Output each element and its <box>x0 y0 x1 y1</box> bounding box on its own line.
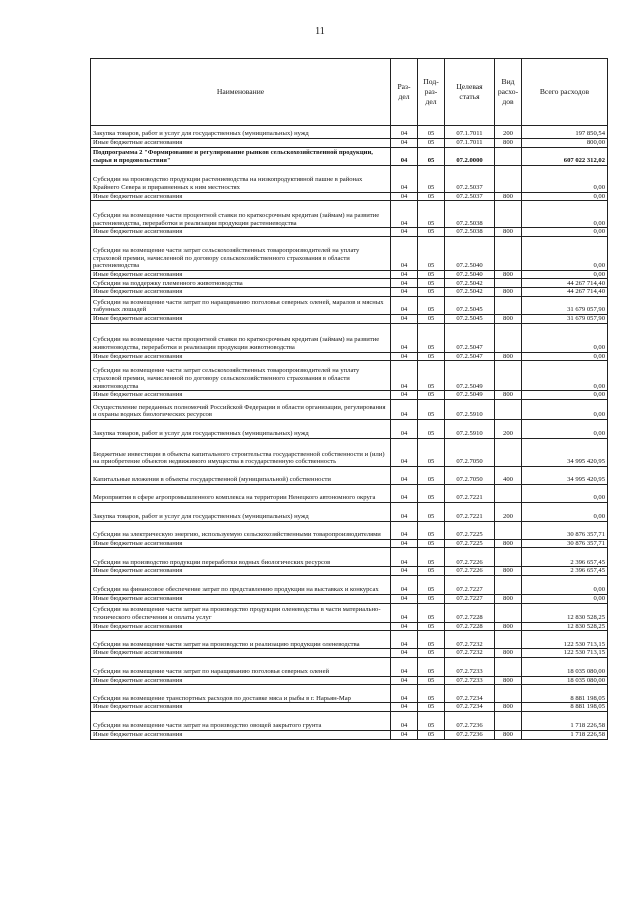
table-row <box>91 711 608 730</box>
row-subsection-cell: 05 <box>418 567 445 576</box>
row-subsection-cell: 05 <box>418 657 445 676</box>
row-section-cell: 04 <box>391 236 418 270</box>
row-subsection-cell: 05 <box>418 279 445 288</box>
table-row <box>91 685 608 703</box>
table-row <box>91 126 608 139</box>
row-expense-type-cell <box>495 296 522 314</box>
row-amount-cell: 122 530 713,15 <box>522 631 608 649</box>
row-expense-type-cell: 800 <box>495 649 522 658</box>
row-section-cell: 04 <box>391 548 418 567</box>
row-expense-type-cell: 800 <box>495 539 522 548</box>
row-amount-cell: 31 679 057,90 <box>522 296 608 314</box>
table-header-row <box>91 59 608 126</box>
row-expense-type-cell <box>495 399 522 419</box>
table-row <box>91 139 608 148</box>
row-section-cell: 04 <box>391 603 418 622</box>
table-row <box>91 228 608 237</box>
row-subsection-cell: 05 <box>418 236 445 270</box>
row-target-cell: 07.2.7232 <box>445 631 495 649</box>
row-section-cell: 04 <box>391 201 418 228</box>
row-name-cell: Иные бюджетные ассигнования <box>91 139 391 148</box>
table-row <box>91 279 608 288</box>
page-number: 11 <box>315 26 325 37</box>
header-name: Наименование <box>91 59 391 126</box>
row-expense-type-cell: 200 <box>495 419 522 438</box>
row-section-cell: 04 <box>391 419 418 438</box>
row-name-cell: Закупка товаров, работ и услуг для государственных (муниципальных) нужд <box>91 126 391 139</box>
row-section-cell: 04 <box>391 539 418 548</box>
row-subsection-cell: 05 <box>418 502 445 521</box>
row-expense-type-cell: 800 <box>495 192 522 201</box>
row-target-cell: 07.2.5047 <box>445 352 495 361</box>
header-subsection: Под-раз-дел <box>418 59 445 126</box>
row-name-cell: Иные бюджетные ассигнования <box>91 622 391 631</box>
row-amount-cell: 607 022 312,02 <box>522 147 608 165</box>
row-amount-cell: 0,00 <box>522 165 608 192</box>
row-expense-type-cell <box>495 323 522 352</box>
table-row <box>91 521 608 539</box>
header-target: Целевая статья <box>445 59 495 126</box>
row-subsection-cell: 05 <box>418 201 445 228</box>
row-expense-type-cell: 800 <box>495 730 522 739</box>
table-row <box>91 567 608 576</box>
row-section-cell: 04 <box>391 126 418 139</box>
row-subsection-cell: 05 <box>418 676 445 685</box>
row-subsection-cell: 05 <box>418 288 445 297</box>
row-name-cell: Субсидии на возмещение части затрат на производство и реализацию продукции оленеводства <box>91 631 391 649</box>
row-amount-cell: 0,00 <box>522 484 608 502</box>
row-subsection-cell: 05 <box>418 484 445 502</box>
row-name-cell: Субсидии на производство продукции растениеводства на низкопродуктивной пашне в районах Крайнего Севера и приравненных к ним местностях <box>91 165 391 192</box>
row-subsection-cell: 05 <box>418 649 445 658</box>
row-subsection-cell: 05 <box>418 622 445 631</box>
table-row <box>91 594 608 603</box>
row-subsection-cell: 05 <box>418 521 445 539</box>
row-name-cell: Закупка товаров, работ и услуг для государственных (муниципальных) нужд <box>91 502 391 521</box>
row-name-cell: Субсидии на возмещение части затрат сельскохозяйственных товаропроизводителей на уплату страховой премии, начисленной по договору сельскохозяйственного страхования в области животноводства <box>91 361 391 391</box>
row-subsection-cell: 05 <box>418 165 445 192</box>
table-row <box>91 323 608 352</box>
row-amount-cell: 2 396 657,45 <box>522 548 608 567</box>
row-amount-cell: 0,00 <box>522 419 608 438</box>
row-expense-type-cell <box>495 147 522 165</box>
table-row <box>91 438 608 466</box>
row-expense-type-cell: 800 <box>495 391 522 400</box>
row-amount-cell: 30 876 357,71 <box>522 521 608 539</box>
row-name-cell: Бюджетные инвестиции в объекты капитального строительства государственной собственности и (или) на приобретение объектов недвижимого имущества в государственную собственность <box>91 438 391 466</box>
row-subsection-cell: 05 <box>418 399 445 419</box>
row-subsection-cell: 05 <box>418 419 445 438</box>
row-target-cell: 07.2.5042 <box>445 279 495 288</box>
row-target-cell: 07.2.7228 <box>445 622 495 631</box>
row-target-cell: 07.2.5038 <box>445 228 495 237</box>
row-subsection-cell: 05 <box>418 361 445 391</box>
table-row <box>91 419 608 438</box>
row-target-cell: 07.2.5049 <box>445 361 495 391</box>
row-amount-cell: 44 267 714,40 <box>522 279 608 288</box>
row-target-cell: 07.2.5037 <box>445 192 495 201</box>
row-name-cell: Иные бюджетные ассигнования <box>91 539 391 548</box>
row-target-cell: 07.2.5040 <box>445 270 495 279</box>
row-subsection-cell: 05 <box>418 631 445 649</box>
row-target-cell: 07.2.7233 <box>445 676 495 685</box>
row-target-cell: 07.2.5910 <box>445 419 495 438</box>
table-row <box>91 201 608 228</box>
table-row <box>91 575 608 594</box>
row-amount-cell: 31 679 057,90 <box>522 314 608 323</box>
row-section-cell: 04 <box>391 361 418 391</box>
row-expense-type-cell <box>495 279 522 288</box>
row-target-cell: 07.2.5042 <box>445 288 495 297</box>
table-body <box>91 126 608 740</box>
row-name-cell: Иные бюджетные ассигнования <box>91 730 391 739</box>
row-amount-cell: 1 718 226,58 <box>522 730 608 739</box>
row-expense-type-cell <box>495 631 522 649</box>
row-section-cell: 04 <box>391 502 418 521</box>
row-section-cell: 04 <box>391 391 418 400</box>
row-target-cell: 07.2.7221 <box>445 484 495 502</box>
table-row <box>91 730 608 739</box>
header-expense-type: Вид расхо-дов <box>495 59 522 126</box>
row-target-cell: 07.2.5040 <box>445 236 495 270</box>
row-target-cell: 07.2.5910 <box>445 399 495 419</box>
header-total: Всего расходов <box>522 59 608 126</box>
row-section-cell: 04 <box>391 399 418 419</box>
table-row <box>91 649 608 658</box>
table-row <box>91 270 608 279</box>
row-expense-type-cell: 800 <box>495 139 522 148</box>
row-section-cell: 04 <box>391 139 418 148</box>
row-section-cell: 04 <box>391 279 418 288</box>
row-target-cell: 07.2.0000 <box>445 147 495 165</box>
table-row <box>91 657 608 676</box>
row-subsection-cell: 05 <box>418 548 445 567</box>
row-name-cell: Субсидии на финансовое обеспечение затрат по представлению продукции на выставках и конкурсах <box>91 575 391 594</box>
row-amount-cell: 0,00 <box>522 575 608 594</box>
row-target-cell: 07.2.5049 <box>445 391 495 400</box>
row-expense-type-cell <box>495 201 522 228</box>
row-amount-cell: 34 995 420,95 <box>522 466 608 484</box>
row-name-cell: Закупка товаров, работ и услуг для государственных (муниципальных) нужд <box>91 419 391 438</box>
row-section-cell: 04 <box>391 649 418 658</box>
row-name-cell: Субсидии на возмещение части затрат по наращиванию поголовья северных оленей, маралов и мясных табунных лошадей <box>91 296 391 314</box>
row-name-cell: Субсидии на возмещение части затрат на производство продукции оленеводства в части материально-технического обеспечения и оплаты услуг <box>91 603 391 622</box>
row-target-cell: 07.2.7236 <box>445 730 495 739</box>
row-target-cell: 07.2.7233 <box>445 657 495 676</box>
row-target-cell: 07.2.5047 <box>445 323 495 352</box>
table-row <box>91 539 608 548</box>
row-amount-cell: 1 718 226,58 <box>522 711 608 730</box>
row-name-cell: Капитальные вложения в объекты государственной (муниципальной) собственности <box>91 466 391 484</box>
row-section-cell: 04 <box>391 657 418 676</box>
row-amount-cell: 8 881 198,05 <box>522 703 608 712</box>
row-amount-cell: 0,00 <box>522 236 608 270</box>
row-subsection-cell: 05 <box>418 466 445 484</box>
table-row <box>91 288 608 297</box>
row-name-cell: Осуществление переданных полномочий Российской Федерации в области организации, регулирования и охраны водных биологических ресурсов <box>91 399 391 419</box>
row-subsection-cell: 05 <box>418 391 445 400</box>
row-amount-cell: 12 830 528,25 <box>522 603 608 622</box>
row-amount-cell: 0,00 <box>522 201 608 228</box>
row-name-cell: Иные бюджетные ассигнования <box>91 676 391 685</box>
row-name-cell: Субсидии на возмещение части затрат сельскохозяйственных товаропроизводителей на уплату страховой премии, начисленной по договору сельскохозяйственного страхования в области растениеводства <box>91 236 391 270</box>
row-expense-type-cell <box>495 521 522 539</box>
row-subsection-cell: 05 <box>418 228 445 237</box>
row-subsection-cell: 05 <box>418 314 445 323</box>
row-name-cell: Субсидии на возмещение части затрат по наращиванию поголовья северных оленей <box>91 657 391 676</box>
row-subsection-cell: 05 <box>418 685 445 703</box>
table-row <box>91 391 608 400</box>
row-subsection-cell: 05 <box>418 603 445 622</box>
row-subsection-cell: 05 <box>418 296 445 314</box>
header-section: Раз-дел <box>391 59 418 126</box>
row-amount-cell: 197 850,54 <box>522 126 608 139</box>
row-target-cell: 07.2.7234 <box>445 685 495 703</box>
row-name-cell: Подпрограмма 2 "Формирование и регулирование рынков сельскохозяйственной продукции, сырья и продовольствия" <box>91 147 391 165</box>
row-name-cell: Иные бюджетные ассигнования <box>91 649 391 658</box>
row-subsection-cell: 05 <box>418 730 445 739</box>
table-row <box>91 502 608 521</box>
row-amount-cell: 0,00 <box>522 391 608 400</box>
row-name-cell: Мероприятия в сфере агропромышленного комплекса на территории Ненецкого автономного округа <box>91 484 391 502</box>
row-expense-type-cell: 200 <box>495 126 522 139</box>
row-name-cell: Иные бюджетные ассигнования <box>91 288 391 297</box>
row-section-cell: 04 <box>391 575 418 594</box>
row-target-cell: 07.2.7227 <box>445 575 495 594</box>
row-section-cell: 04 <box>391 685 418 703</box>
row-subsection-cell: 05 <box>418 126 445 139</box>
row-section-cell: 04 <box>391 438 418 466</box>
row-expense-type-cell <box>495 236 522 270</box>
row-target-cell: 07.2.5038 <box>445 201 495 228</box>
row-subsection-cell: 05 <box>418 539 445 548</box>
row-target-cell: 07.1.7011 <box>445 139 495 148</box>
row-expense-type-cell: 800 <box>495 676 522 685</box>
table-row <box>91 352 608 361</box>
table-row <box>91 484 608 502</box>
row-expense-type-cell: 800 <box>495 567 522 576</box>
row-section-cell: 04 <box>391 323 418 352</box>
row-target-cell: 07.2.7232 <box>445 649 495 658</box>
row-subsection-cell: 05 <box>418 703 445 712</box>
row-expense-type-cell: 800 <box>495 288 522 297</box>
table-row <box>91 676 608 685</box>
table-row <box>91 147 608 165</box>
row-target-cell: 07.2.7226 <box>445 567 495 576</box>
row-expense-type-cell <box>495 711 522 730</box>
row-target-cell: 07.2.7050 <box>445 466 495 484</box>
row-target-cell: 07.2.7226 <box>445 548 495 567</box>
row-name-cell: Субсидии на производство продукции переработки водных биологических ресурсов <box>91 548 391 567</box>
row-target-cell: 07.2.7050 <box>445 438 495 466</box>
row-expense-type-cell <box>495 548 522 567</box>
row-section-cell: 04 <box>391 521 418 539</box>
row-amount-cell: 0,00 <box>522 594 608 603</box>
row-target-cell: 07.2.7227 <box>445 594 495 603</box>
row-amount-cell: 0,00 <box>522 502 608 521</box>
row-target-cell: 07.2.7236 <box>445 711 495 730</box>
row-section-cell: 04 <box>391 711 418 730</box>
row-subsection-cell: 05 <box>418 438 445 466</box>
row-target-cell: 07.2.7228 <box>445 603 495 622</box>
row-expense-type-cell: 800 <box>495 594 522 603</box>
row-section-cell: 04 <box>391 228 418 237</box>
table-row <box>91 361 608 391</box>
row-expense-type-cell: 800 <box>495 352 522 361</box>
row-name-cell: Субсидии на электрическую энергию, используемую сельскохозяйственными товаропроизводителями <box>91 521 391 539</box>
row-name-cell: Субсидии на возмещение транспортных расходов по доставке мяса и рыбы в г. Нарьян-Мар <box>91 685 391 703</box>
row-section-cell: 04 <box>391 466 418 484</box>
row-expense-type-cell <box>495 685 522 703</box>
table-row <box>91 631 608 649</box>
row-section-cell: 04 <box>391 631 418 649</box>
row-name-cell: Иные бюджетные ассигнования <box>91 314 391 323</box>
row-subsection-cell: 05 <box>418 270 445 279</box>
row-section-cell: 04 <box>391 147 418 165</box>
row-section-cell: 04 <box>391 314 418 323</box>
row-expense-type-cell: 800 <box>495 703 522 712</box>
row-expense-type-cell: 800 <box>495 270 522 279</box>
row-expense-type-cell: 800 <box>495 228 522 237</box>
row-amount-cell: 0,00 <box>522 228 608 237</box>
table-row <box>91 165 608 192</box>
row-subsection-cell: 05 <box>418 192 445 201</box>
row-name-cell: Иные бюджетные ассигнования <box>91 567 391 576</box>
row-target-cell: 07.2.7234 <box>445 703 495 712</box>
row-name-cell: Субсидии на возмещение части процентной ставки по краткосрочным кредитам (займам) на развитие растениеводства, переработки и реализации продукции растениеводства <box>91 201 391 228</box>
row-amount-cell: 800,00 <box>522 139 608 148</box>
row-section-cell: 04 <box>391 594 418 603</box>
row-subsection-cell: 05 <box>418 711 445 730</box>
row-target-cell: 07.2.7225 <box>445 521 495 539</box>
row-target-cell: 07.2.7225 <box>445 539 495 548</box>
row-subsection-cell: 05 <box>418 575 445 594</box>
row-amount-cell: 0,00 <box>522 192 608 201</box>
row-name-cell: Иные бюджетные ассигнования <box>91 270 391 279</box>
row-name-cell: Иные бюджетные ассигнования <box>91 352 391 361</box>
row-section-cell: 04 <box>391 192 418 201</box>
row-expense-type-cell: 800 <box>495 314 522 323</box>
table-row <box>91 603 608 622</box>
row-name-cell: Субсидии на поддержку племенного животноводства <box>91 279 391 288</box>
row-section-cell: 04 <box>391 352 418 361</box>
row-amount-cell: 44 267 714,40 <box>522 288 608 297</box>
row-name-cell: Иные бюджетные ассигнования <box>91 703 391 712</box>
row-name-cell: Субсидии на возмещение части процентной ставки по краткосрочным кредитам (займам) на развитие животноводства, переработки и реализации продукции животноводства <box>91 323 391 352</box>
row-amount-cell: 0,00 <box>522 361 608 391</box>
row-amount-cell: 18 035 080,00 <box>522 676 608 685</box>
row-subsection-cell: 05 <box>418 147 445 165</box>
row-section-cell: 04 <box>391 622 418 631</box>
table-row <box>91 399 608 419</box>
row-amount-cell: 0,00 <box>522 352 608 361</box>
table-row <box>91 314 608 323</box>
row-amount-cell: 8 881 198,05 <box>522 685 608 703</box>
row-section-cell: 04 <box>391 567 418 576</box>
row-amount-cell: 34 995 420,95 <box>522 438 608 466</box>
table-row <box>91 296 608 314</box>
row-expense-type-cell: 800 <box>495 622 522 631</box>
row-name-cell: Иные бюджетные ассигнования <box>91 594 391 603</box>
row-section-cell: 04 <box>391 165 418 192</box>
row-section-cell: 04 <box>391 288 418 297</box>
row-name-cell: Иные бюджетные ассигнования <box>91 391 391 400</box>
row-section-cell: 04 <box>391 676 418 685</box>
row-subsection-cell: 05 <box>418 594 445 603</box>
row-amount-cell: 0,00 <box>522 323 608 352</box>
table-row <box>91 466 608 484</box>
row-section-cell: 04 <box>391 484 418 502</box>
row-amount-cell: 122 530 713,15 <box>522 649 608 658</box>
row-target-cell: 07.2.5045 <box>445 314 495 323</box>
row-target-cell: 07.2.5037 <box>445 165 495 192</box>
row-expense-type-cell: 200 <box>495 502 522 521</box>
row-target-cell: 07.1.7011 <box>445 126 495 139</box>
row-name-cell: Субсидии на возмещение части затрат на производство овощей закрытого грунта <box>91 711 391 730</box>
row-expense-type-cell <box>495 484 522 502</box>
row-subsection-cell: 05 <box>418 352 445 361</box>
row-expense-type-cell: 400 <box>495 466 522 484</box>
row-target-cell: 07.2.7221 <box>445 502 495 521</box>
row-name-cell: Иные бюджетные ассигнования <box>91 192 391 201</box>
row-expense-type-cell <box>495 575 522 594</box>
row-expense-type-cell <box>495 438 522 466</box>
table-row <box>91 622 608 631</box>
table-row <box>91 236 608 270</box>
row-section-cell: 04 <box>391 296 418 314</box>
row-amount-cell: 30 876 357,71 <box>522 539 608 548</box>
row-amount-cell: 0,00 <box>522 399 608 419</box>
row-subsection-cell: 05 <box>418 323 445 352</box>
row-section-cell: 04 <box>391 270 418 279</box>
row-expense-type-cell <box>495 361 522 391</box>
row-name-cell: Иные бюджетные ассигнования <box>91 228 391 237</box>
table-row <box>91 703 608 712</box>
table-row <box>91 192 608 201</box>
row-expense-type-cell <box>495 657 522 676</box>
row-target-cell: 07.2.5045 <box>445 296 495 314</box>
row-expense-type-cell <box>495 603 522 622</box>
row-amount-cell: 18 035 080,00 <box>522 657 608 676</box>
row-section-cell: 04 <box>391 730 418 739</box>
row-subsection-cell: 05 <box>418 139 445 148</box>
row-expense-type-cell <box>495 165 522 192</box>
budget-table <box>90 58 608 740</box>
row-section-cell: 04 <box>391 703 418 712</box>
row-amount-cell: 2 396 657,45 <box>522 567 608 576</box>
row-amount-cell: 0,00 <box>522 270 608 279</box>
row-amount-cell: 12 830 528,25 <box>522 622 608 631</box>
table-row <box>91 548 608 567</box>
